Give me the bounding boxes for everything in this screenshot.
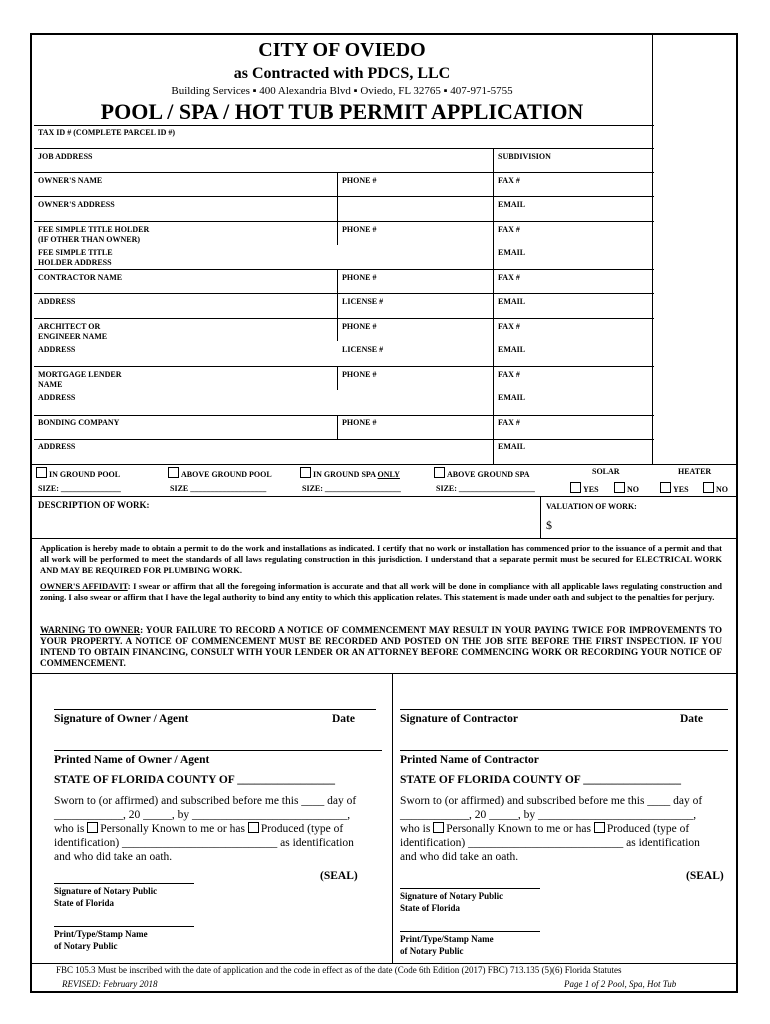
size-field-1[interactable]: SIZE: _______________ [38,484,121,493]
warning-to-owner: WARNING TO OWNER: YOUR FAILURE TO RECORD A NOTICE OF COMMENCEMENT MAY RESULT IN YOUR PAYING TWICE FOR IMPROVEMENTS TO YOUR PROPERTY. A NOTICE OF COMMENCEMENT MUST BE RECORDED AND POSTED ON THE JOB SITE BEFORE THE FIRST INSPECTION. IF YOU INTEND TO OBTAIN FINANCING, CONSULT WITH YOUR LENDER OR AN ATTORNEY BEFORE COMMENCING WORK OR RECORDING YOUR NOTICE OF COMMENCEMENT. [40,625,722,668]
contractor-license-label: LICENSE # [342,297,384,306]
column-divider [337,366,338,390]
valuation-dollar: $ [546,518,552,532]
bonding-address-label: ADDRESS [38,442,76,451]
fee-phone-label: PHONE # [342,225,377,234]
description-label: DESCRIPTION OF WORK: [38,500,150,510]
contractor-notary-print-line[interactable] [400,931,540,932]
size-field-3[interactable]: SIZE: ___________________ [302,484,401,493]
owner-notary-print-line[interactable] [54,926,194,927]
heater-no-checkbox[interactable] [703,482,714,493]
contractor-subtitle: as Contracted with PDCS, LLC [233,65,451,82]
owner-notary-print-label: Print/Type/Stamp Name of Notary Public [54,929,148,951]
solar-yes-checkbox[interactable] [570,482,581,493]
above-ground-spa-checkbox[interactable] [434,467,445,478]
footer-top [32,963,736,964]
mortgage-address-label: ADDRESS [38,393,76,402]
fee-address-label: FEE SIMPLE TITLE HOLDER ADDRESS [38,248,113,267]
in-ground-pool-checkbox[interactable] [36,467,47,478]
size-field-4[interactable]: SIZE: ___________________ [436,484,535,493]
mortgage-lender-label: MORTGAGE LENDER NAME [38,370,122,389]
contractor-known-checkbox[interactable] [433,822,444,833]
owner-fax-label: FAX # [498,176,520,185]
heater-yes-option[interactable]: YES [660,482,689,495]
in-ground-spa-checkbox[interactable] [300,467,311,478]
mortgage-email-label: EMAIL [498,393,526,402]
contractor-signature-line[interactable] [400,709,728,710]
row-line [34,415,654,416]
department-address: Building Services ▪ 400 Alexandria Blvd ▪ Oviedo, FL 32765 ▪ 407-971-5755 [171,85,513,97]
above-ground-spa-option[interactable]: ABOVE GROUND SPA [434,467,530,480]
contractor-produced-checkbox[interactable] [594,822,605,833]
fee-email-label: EMAIL [498,248,526,257]
contractor-phone-label: PHONE # [342,273,377,282]
heater-no-option[interactable]: NO [703,482,728,495]
architect-email-label: EMAIL [498,345,526,354]
contractor-email-label: EMAIL [498,297,526,306]
description-top [32,496,736,497]
owner-printed-line[interactable] [54,750,382,751]
owner-produced-checkbox[interactable] [248,822,259,833]
column-divider [493,148,494,464]
owner-notary-signature-label: Signature of Notary Public State of Florida [54,886,158,908]
row-line [34,318,654,319]
owner-signature-label: Signature of Owner / Agent [54,713,189,725]
architect-address-label: ADDRESS [38,345,76,354]
valuation-divider [540,496,541,538]
owner-notary-block: Sworn to (or affirmed) and subscribed before me this ____ day of ____________, 20 _____, by ___________________________, who is Personally Known to me or has Produced (type of identification) ___________________________ as identification and who did take an oath. [54,795,357,863]
owner-phone-label: PHONE # [342,176,377,185]
row-line [34,148,654,149]
contractor-notary-signature-line[interactable] [400,888,540,889]
valuation-label: VALUATION OF WORK: [546,502,637,511]
row-line [34,221,654,222]
above-ground-pool-checkbox[interactable] [168,467,179,478]
signature-section-top [32,673,736,674]
application-statement: Application is hereby made to obtain a permit to do the work and installations as indicated. I certify that no work or installation has commenced prior to the issuance of a permit and that all work will be performed to meet the standards of all laws regulating construction in this jurisdiction. I understand that a separate permit must be secured for ELECTRICAL WORK AND MAY BE REQUIRED FOR PLUMBING WORK. [40,543,722,575]
contractor-printed-line[interactable] [400,750,728,751]
architect-phone-label: PHONE # [342,322,377,331]
solar-label: SOLAR [592,467,620,476]
signature-divider [392,673,393,963]
architect-license-label: LICENSE # [342,345,384,354]
mortgage-phone-label: PHONE # [342,370,377,379]
contractor-name-label: CONTRACTOR NAME [38,273,123,282]
bonding-phone-label: PHONE # [342,418,377,427]
row-line [34,439,654,440]
column-divider [337,221,338,245]
architect-label: ARCHITECT OR ENGINEER NAME [38,322,108,341]
contractor-signature-label: Signature of Contractor [400,713,518,725]
size-field-2[interactable]: SIZE ___________________ [170,484,267,493]
row-line [34,293,654,294]
permit-form [30,33,738,993]
owner-email-label: EMAIL [498,200,526,209]
description-bottom [32,538,736,539]
owner-notary-signature-line[interactable] [54,883,194,884]
owners-name-label: OWNER'S NAME [38,176,103,185]
contractor-notary-print-label: Print/Type/Stamp Name of Notary Public [400,934,494,956]
tax-id-label: TAX ID # (COMPLETE PARCEL ID #) [38,128,176,137]
bonding-company-label: BONDING COMPANY [38,418,120,427]
row-line [34,366,654,367]
revised-date: REVISED: February 2018 [62,979,158,989]
architect-fax-label: FAX # [498,322,520,331]
contractor-address-label: ADDRESS [38,297,76,306]
row-line [34,125,654,126]
form-title: POOL / SPA / HOT TUB PERMIT APPLICATION [100,99,584,124]
contractor-seal: (SEAL) [686,870,724,882]
in-ground-pool-option[interactable]: IN GROUND POOL [36,467,120,480]
fee-fax-label: FAX # [498,225,520,234]
row-line [34,269,654,270]
city-title: CITY OF OVIEDO [258,39,426,61]
solar-yes-option[interactable]: YES [570,482,599,495]
in-ground-spa-option[interactable]: IN GROUND SPA ONLY [300,467,400,480]
row-line [34,196,654,197]
owners-affidavit: OWNER'S AFFIDAVIT: I swear or affirm that all the foregoing information is accurate and that all work will be done in compliance with all applicable laws regulating construction and zoning. I also swear or affirm that I have the legal authority to bind any entity to which this application relates. This statement is made under oath and subject to the penalties for perjury. [40,581,722,602]
contractor-printed-label: Printed Name of Contractor [400,754,539,766]
pool-section-top [32,464,736,465]
contractor-date-label: Date [680,713,703,725]
solar-no-checkbox[interactable] [614,482,625,493]
mortgage-fax-label: FAX # [498,370,520,379]
bonding-email-label: EMAIL [498,442,526,451]
owner-signature-line[interactable] [54,709,376,710]
column-divider [337,269,338,341]
fbc-note: FBC 105.3 Must be inscribed with the date of application and the code in effect as of the date (Code 6th Edition (2017) FBC) 713.135 (5)(6) Florida Statutes [56,965,622,975]
column-divider [337,415,338,439]
fee-simple-label: FEE SIMPLE TITLE HOLDER (IF OTHER THAN OWNER) [38,225,150,244]
contractor-fax-label: FAX # [498,273,520,282]
page-number: Page 1 of 2 Pool, Spa, Hot Tub [564,979,677,989]
column-divider [337,172,338,221]
row-line [34,172,654,173]
contractor-state-county: STATE OF FLORIDA COUNTY OF _________________ [400,774,682,786]
right-column-border [652,35,653,464]
owner-printed-label: Printed Name of Owner / Agent [54,754,210,766]
subdivision-label: SUBDIVISION [498,152,551,161]
owners-address-label: OWNER'S ADDRESS [38,200,115,209]
owner-state-county: STATE OF FLORIDA COUNTY OF _________________ [54,774,336,786]
job-address-label: JOB ADDRESS [38,152,93,161]
contractor-notary-signature-label: Signature of Notary Public State of Florida [400,891,504,913]
solar-no-option[interactable]: NO [614,482,639,495]
bonding-fax-label: FAX # [498,418,520,427]
heater-label: HEATER [678,467,712,476]
heater-yes-checkbox[interactable] [660,482,671,493]
owner-date-label: Date [332,713,355,725]
above-ground-pool-option[interactable]: ABOVE GROUND POOL [168,467,272,480]
owner-known-checkbox[interactable] [87,822,98,833]
owner-seal: (SEAL) [320,870,358,882]
contractor-notary-block: Sworn to (or affirmed) and subscribed before me this ____ day of ____________, 20 _____, by ___________________________, who is Personally Known to me or has Produced (type of identification) ___________________________ as identification and who did take an oath. [400,795,703,863]
